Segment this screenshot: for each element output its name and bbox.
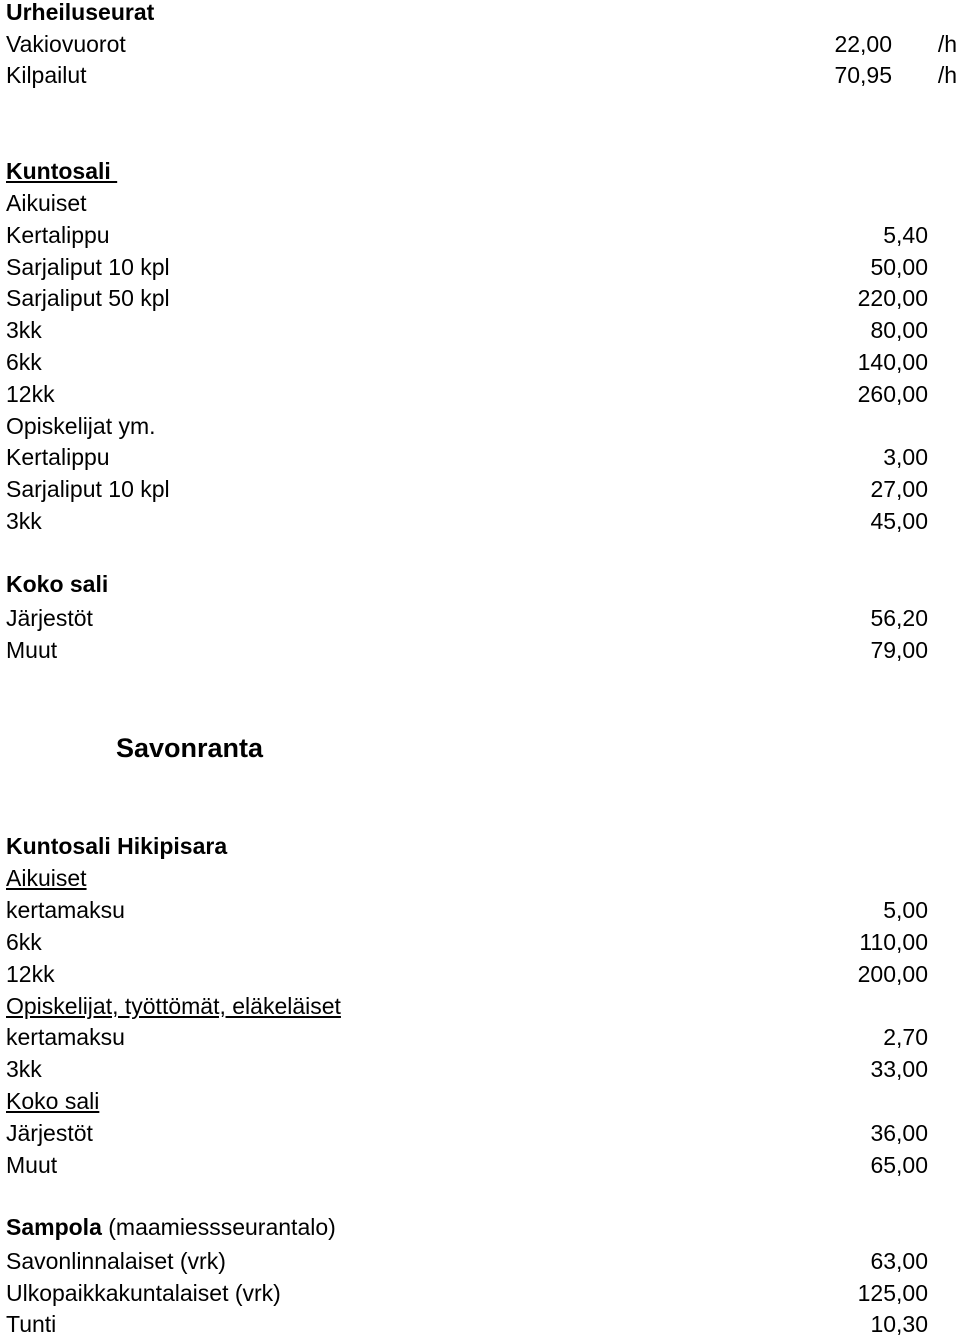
row-label: Kertalippu [6,444,110,470]
row-value: 3,00 [883,444,928,470]
row-label: Muut [6,1152,58,1178]
row-label: Vakiovuorot [6,31,126,57]
row-value: 70,95 [834,62,892,88]
row-unit: /h [937,62,957,88]
row-label: 3kk [6,1056,42,1082]
row-label: Sarjaliput 50 kpl [6,285,170,311]
row-label: Sarjaliput 10 kpl [6,254,170,280]
kuntosali-hikipisara-heading: Kuntosali Hikipisara [6,833,228,859]
row-label: Järjestöt [6,605,93,631]
row-label: 3kk [6,317,42,343]
sampola-heading [6,1212,336,1242]
row-value: 65,00 [870,1152,928,1178]
row-value: 200,00 [857,961,928,987]
row-label: 6kk [6,929,42,955]
row-value: 5,00 [883,897,928,923]
row-value: 220,00 [857,285,928,311]
row-label: 12kk [6,961,55,987]
koko-sali-label: Koko sali [6,1088,100,1114]
row-value: 5,40 [883,222,928,248]
row-value: 125,00 [857,1280,928,1306]
row-label: Kilpailut [6,62,87,88]
row-label: 3kk [6,508,42,534]
row-value: 33,00 [870,1056,928,1082]
row-label: Tunti [6,1311,57,1337]
opiskelijat-label: Opiskelijat, työttömät, eläkeläiset [6,993,341,1019]
row-label: Savonlinnalaiset (vrk) [6,1248,226,1274]
row-label: 12kk [6,381,55,407]
row-label: Sarjaliput 10 kpl [6,476,170,502]
row-label: 6kk [6,349,42,375]
row-label: kertamaksu [6,897,125,923]
row-value: 10,30 [870,1311,928,1337]
sampola-heading-rest: (maamiessseurantalo) [101,1214,336,1240]
row-value: 110,00 [859,929,928,955]
row-label: Muut [6,637,58,663]
row-value: 63,00 [870,1248,928,1274]
row-value: 27,00 [870,476,928,502]
row-value: 140,00 [857,349,928,375]
row-value: 50,00 [870,254,928,280]
aikuiset-label: Aikuiset [6,865,87,891]
row-value: 2,70 [883,1024,928,1050]
aikuiset-label: Aikuiset [6,190,87,216]
row-value: 45,00 [870,508,928,534]
row-label: Kertalippu [6,222,110,248]
koko-sali-heading: Koko sali [6,571,109,597]
urheiluseurat-heading: Urheiluseurat [6,0,155,25]
row-label: kertamaksu [6,1024,125,1050]
row-value: 56,20 [870,605,928,631]
kuntosali-heading: Kuntosali [6,158,118,184]
row-unit: /h [937,31,957,57]
row-label: Ulkopaikkakuntalaiset (vrk) [6,1280,281,1306]
row-label: Järjestöt [6,1120,93,1146]
opiskelijat-label: Opiskelijat ym. [6,413,156,439]
row-value: 22,00 [834,31,892,57]
savonranta-title: Savonranta [116,733,264,763]
row-value: 80,00 [870,317,928,343]
sampola-heading-bold: Sampola [6,1214,102,1240]
row-value: 79,00 [870,637,928,663]
row-value: 260,00 [857,381,928,407]
row-value: 36,00 [870,1120,928,1146]
